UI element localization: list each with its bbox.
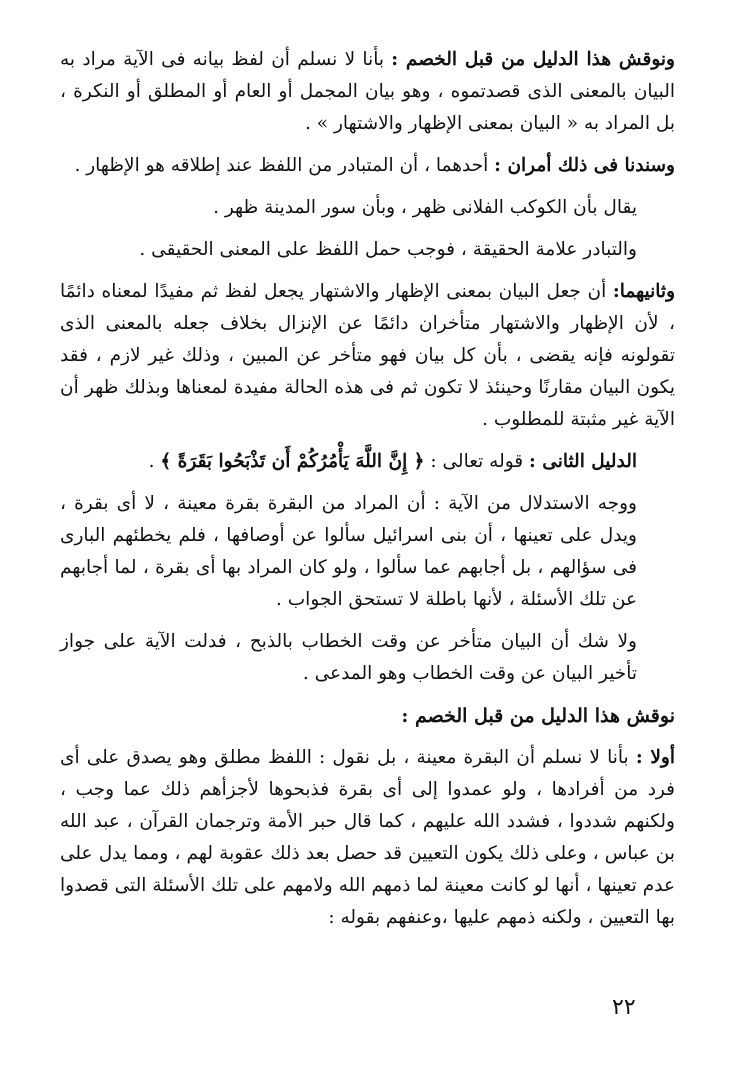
- paragraph-text: ولا شك أن البيان متأخر عن وقت الخطاب بالذبح ، فدلت الآية على جواز تأخير البيان عن وقت الخطاب وهو المدعى .: [60, 631, 637, 684]
- paragraph-text: أحدهما ، أن المتبادر من اللفظ عند إطلاقه هو الإظهار .: [74, 155, 495, 176]
- paragraph-second-matter: [60, 276, 675, 436]
- paragraph-text: قوله تعالى :: [424, 451, 529, 472]
- paragraph-text: ووجه الاستدلال من الآية : أن المراد من البقرة بقرة معينة ، لا أى بقرة ، ويدل على تعينها ، أن بنى اسرائيل سألوا عن أوصافها ، فلم يخطئهم البارى فى سؤالهم ، بل أجابهم عما سألوا ، ولو كان المراد بها أى بقرة ، لما أجابهم عن تلك الأسئلة ، لأنها باطلة لا تستحق الجواب .: [60, 493, 637, 610]
- paragraph-example: [60, 192, 675, 224]
- paragraph-text: أن جعل البيان بمعنى الإظهار والاشتهار يجعل لفظ ثم مفيدًا لمعناه دائمًا ، لأن الإظهار والاشتهار متأخران دائمًا عن الإنزال بخلاف جعله بالمعنى الذى تقولونه فإنه يقضى ، بأن كل بيان فهو متأخر عن المبين ، وذلك غير لازم ، فقد يكون البيان مقارنًا وحينئذ لا تكون ثم فى هذه الحالة مفيدة لمعناها وبذلك ظهر أن الآية غير مثبتة للمطلوب .: [60, 281, 675, 430]
- quran-verse: ﴿ إِنَّ اللَّهَ يَأْمُرُكُمْ أَن تَذْبَحُوا بَقَرَةً ﴾: [160, 451, 425, 472]
- paragraph-text: يقال بأن الكوكب الفلانى ظهر ، وبأن سور المدينة ظهر .: [213, 197, 637, 218]
- paragraph-text: بأنا لا نسلم أن البقرة معينة ، بل نقول : اللفظ مطلق وهو يصدق على أى فرد من أفرادها ، ولو عمدوا إلى أى بقرة فذبحوها لأجزأهم ذلك عما وجب ، ولكنهم شددوا ، فشدد الله عليهم ، كما قال حبر الأمة وترجمان القرآن ، عبد الله بن عباس ، وعلى ذلك يكون التعيين قد حصل بعد ذلك عقوبة لهم ، ومما يدل على عدم تعينها ، أنها لو كانت معينة لما ذمهم الله ولامهم على تلك الأسئلة التى قصدوا بها التعيين ، ولكنه ذمهم عليها ،وعنفهم بقوله :: [60, 747, 675, 928]
- paragraph-first-reply: [60, 742, 675, 934]
- paragraph-text: والتبادر علامة الحقيقة ، فوجب حمل اللفظ على المعنى الحقيقى .: [139, 239, 637, 260]
- paragraph-inference: [60, 488, 675, 616]
- page-number: ٢٢: [612, 995, 636, 1020]
- paragraph-lead: وسندنا فى ذلك أمران :: [494, 155, 675, 176]
- paragraph-conclusion: [60, 626, 675, 690]
- paragraph-text: بأنا لا نسلم أن لفظ بيانه فى الآية مراد به البيان بالمعنى الذى قصدتموه ، وهو بيان المجمل أو العام أو المطلق أو النكرة ، بل المراد به « البيان بمعنى الإظهار والاشتهار » .: [60, 49, 675, 134]
- paragraph-reality-sign: [60, 234, 675, 266]
- paragraph-objection: [60, 44, 675, 140]
- section-heading: نوقش هذا الدليل من قبل الخصم :: [401, 705, 675, 727]
- paragraph-lead: وثانيهما:: [612, 281, 675, 302]
- paragraph-lead: أولا :: [635, 747, 675, 768]
- paragraph-tail: .: [148, 451, 161, 472]
- paragraph-two-matters: [60, 150, 675, 182]
- paragraph-lead: الدليل الثانى :: [529, 451, 637, 472]
- paragraph-second-evidence: [60, 446, 675, 478]
- paragraph-lead: ونوقش هذا الدليل من قبل الخصم :: [391, 49, 675, 70]
